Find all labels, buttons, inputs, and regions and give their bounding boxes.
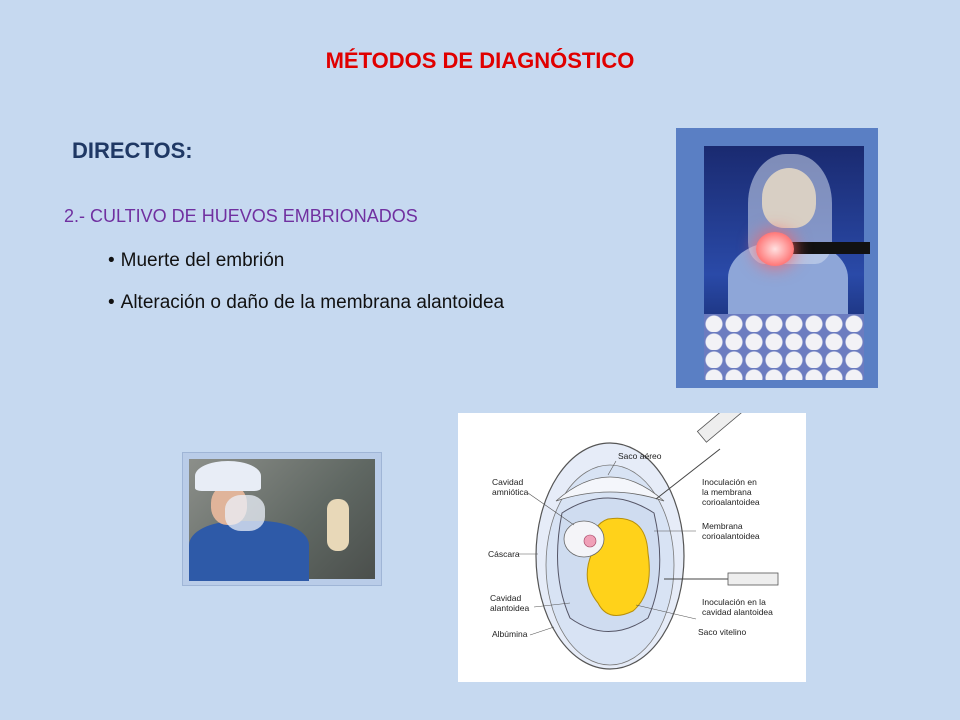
bullet-item: • Muerte del embrión bbox=[108, 250, 504, 272]
candling-lamp bbox=[790, 242, 870, 254]
label-inoculacion-cavidad: cavidad alantoidea bbox=[702, 607, 773, 617]
subheading-directos: DIRECTOS: bbox=[72, 138, 193, 163]
egg-diagram bbox=[458, 413, 806, 682]
bullet-item: • Alteración o daño de la membrana alantoidea bbox=[108, 292, 504, 314]
label-membrana: corioalantoidea bbox=[702, 531, 760, 541]
section-heading: 2.- CULTIVO DE HUEVOS EMBRIONADOS bbox=[64, 206, 418, 226]
illuminated-egg bbox=[756, 232, 794, 266]
lab-cap bbox=[195, 461, 261, 491]
syringe-top bbox=[697, 413, 744, 442]
egg-tray bbox=[704, 314, 864, 380]
photo-scene bbox=[704, 146, 864, 380]
lab-worker-face bbox=[762, 168, 816, 228]
label-cavidad-alantoidea: alantoidea bbox=[490, 603, 530, 613]
photo-scene bbox=[189, 459, 375, 579]
photo-egg-candling bbox=[676, 128, 878, 388]
label-inoculacion-membrana: la membrana bbox=[702, 487, 752, 497]
slide-title: MÉTODOS DE DIAGNÓSTICO bbox=[325, 48, 635, 73]
label-saco-aereo: Saco aéreo bbox=[618, 451, 662, 461]
label-albumina: Albúmina bbox=[492, 629, 528, 639]
label-cavidad-alantoidea: Cavidad bbox=[490, 593, 522, 603]
face-mask bbox=[225, 495, 265, 531]
label-saco-vitelino: Saco vitelino bbox=[698, 627, 747, 637]
label-cavidad-amniotica: Cavidad bbox=[492, 477, 524, 487]
gloved-hand bbox=[327, 499, 349, 551]
label-inoculacion-membrana: corioalantoidea bbox=[702, 497, 760, 507]
label-inoculacion-membrana: Inoculación en bbox=[702, 477, 757, 487]
label-membrana: Membrana bbox=[702, 521, 743, 531]
label-cavidad-amniotica: amniótica bbox=[492, 487, 529, 497]
label-inoculacion-cavidad: Inoculación en la bbox=[702, 597, 766, 607]
photo-lab-inoculation bbox=[182, 452, 382, 586]
embryo bbox=[584, 535, 596, 547]
label-cascara: Cáscara bbox=[488, 549, 520, 559]
amniotic-cavity bbox=[564, 521, 604, 557]
syringe-mid bbox=[728, 573, 778, 585]
bullet-list bbox=[108, 250, 504, 334]
